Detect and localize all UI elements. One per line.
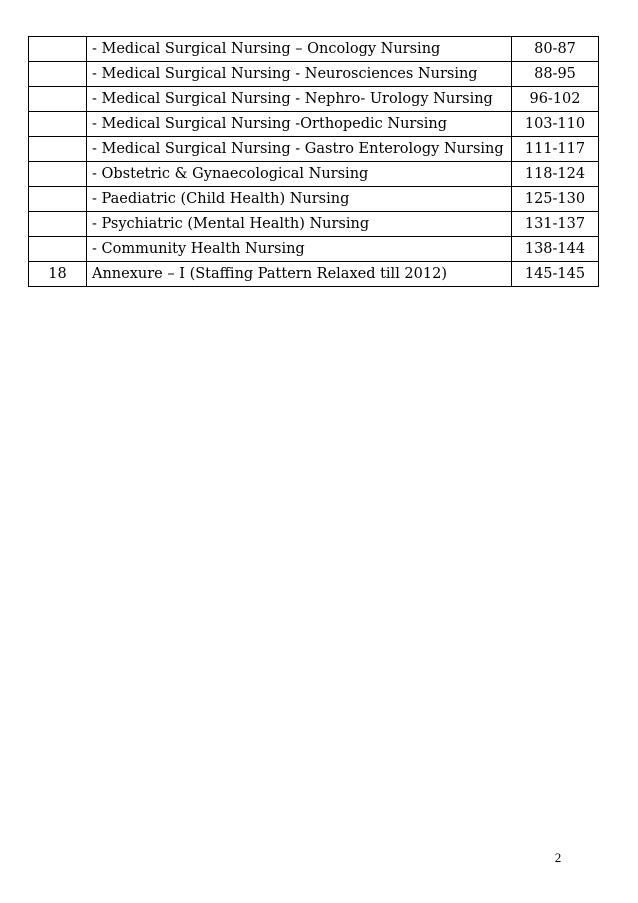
row-pages-cell: 111-117 [512, 137, 599, 162]
table-row [29, 137, 599, 162]
row-title-cell: - Medical Surgical Nursing – Oncology Nursing [87, 37, 512, 62]
row-number-cell [29, 187, 87, 212]
table-row [29, 262, 599, 287]
row-number-cell [29, 112, 87, 137]
row-number-cell [29, 137, 87, 162]
table-row [29, 187, 599, 212]
row-number-cell [29, 212, 87, 237]
table-row [29, 212, 599, 237]
row-number-cell [29, 162, 87, 187]
row-title-cell: - Medical Surgical Nursing - Nephro- Urology Nursing [87, 87, 512, 112]
row-pages-cell: 125-130 [512, 187, 599, 212]
row-pages-cell: 96-102 [512, 87, 599, 112]
row-title-cell: - Medical Surgical Nursing -Orthopedic Nursing [87, 112, 512, 137]
row-number-cell [29, 237, 87, 262]
row-title-cell: - Medical Surgical Nursing - Neurosciences Nursing [87, 62, 512, 87]
row-number-cell: 18 [29, 262, 87, 287]
row-title-cell: Annexure – I (Staffing Pattern Relaxed till 2012) [87, 262, 512, 287]
table-row [29, 162, 599, 187]
row-pages-cell: 138-144 [512, 237, 599, 262]
row-number-cell [29, 62, 87, 87]
row-pages-cell: 80-87 [512, 37, 599, 62]
table-row [29, 112, 599, 137]
table-of-contents [28, 36, 599, 287]
row-title-cell: - Psychiatric (Mental Health) Nursing [87, 212, 512, 237]
table-row [29, 237, 599, 262]
table-row [29, 37, 599, 62]
row-pages-cell: 88-95 [512, 62, 599, 87]
row-title-cell: - Paediatric (Child Health) Nursing [87, 187, 512, 212]
row-pages-cell: 118-124 [512, 162, 599, 187]
table-row [29, 87, 599, 112]
row-title-cell: - Community Health Nursing [87, 237, 512, 262]
row-title-cell: - Medical Surgical Nursing - Gastro Enterology Nursing [87, 137, 512, 162]
row-pages-cell: 103-110 [512, 112, 599, 137]
row-number-cell [29, 87, 87, 112]
row-pages-cell: 131-137 [512, 212, 599, 237]
page-number: 2 [554, 850, 562, 865]
row-title-cell: - Obstetric & Gynaecological Nursing [87, 162, 512, 187]
row-number-cell [29, 37, 87, 62]
table-row [29, 62, 599, 87]
row-pages-cell: 145-145 [512, 262, 599, 287]
